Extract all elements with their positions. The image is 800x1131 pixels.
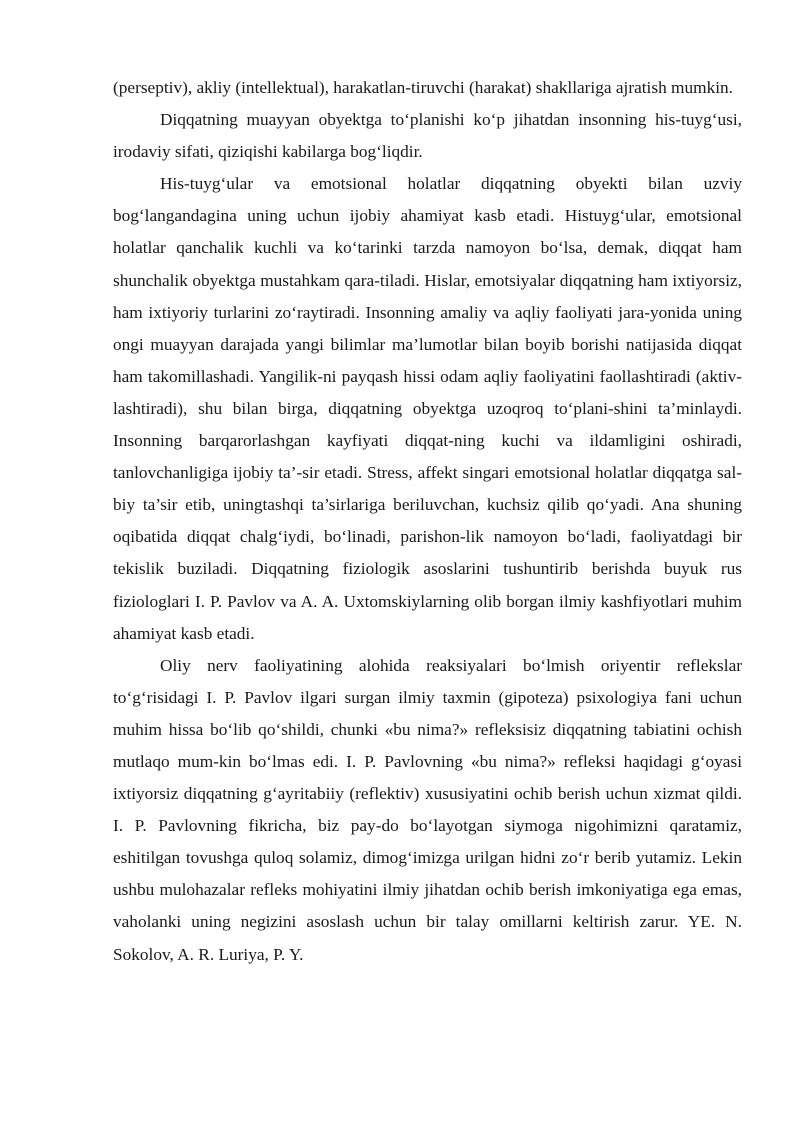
paragraph-3: His-tuyg‘ular va emotsional holatlar diqqatning obyekti bilan uzviy bog‘langandagina uning uchun ijobiy ahamiyat kasb etadi. Histuyg‘ular, emotsional holatlar qanchalik kuchli va ko‘tarinki tarzda namoyon bo‘lsa, demak, diqqat ham shunchalik obyektga mustahkam qara-tiladi. Hislar, emotsiyalar diqqatning ham ixtiyorsiz, ham ixtiyoriy turlarini zo‘raytiradi. Insonning amaliy va aqliy faoliyati jara-yonida uning ongi muayyan darajada yangi bilimlar ma’lumotlar bilan boyib borishi natijasida diqqat ham takomillashadi. Yangilik-ni payqash hissi odam aqliy faoliyatini faollashtiradi (aktiv-lashtiradi), shu bilan birga, diqqatning obyektga uzoqroq to‘plani-shini ta’minlaydi. Insonning barqarorlashgan kayfiyati diqqat-ning kuchi va ildamligini oshiradi, tanlovchanligiga ijobiy ta’-sir etadi. Stress, affekt singari emotsional holatlar diqqatga sal-biy ta’sir etib, uningtashqi ta’sirlariga beriluvchan, kuchsiz qilib qo‘yadi. Ana shuning oqibatida diqqat chalg‘iydi, bo‘linadi, parishon-lik namoyon bo‘ladi, faoliyatdagi bir tekislik buziladi. Diqqatning fiziologik asoslarini tushuntirib berishda buyuk rus fiziologlari I. P. Pavlov va A. A. Uxtomskiylarning olib borgan ilmiy kashfiyotlari muhim ahamiyat kasb etadi. (113, 174, 742, 643)
document-page (113, 72, 742, 971)
paragraph-4: Oliy nerv faoliyatining alohida reaksiyalari bo‘lmish oriyentir reflekslar to‘g‘risidagi I. P. Pavlov ilgari surgan ilmiy taxmin (gipoteza) psixologiya fani uchun muhim hissa bo‘lib qo‘shildi, chunki «bu nima?» refleksisiz diqqatning tabiatini ochish mutlaqo mum-kin bo‘lmas edi. I. P. Pavlovning «bu nima?» refleksi haqidagi g‘oyasi ixtiyorsiz diqqatning g‘ayritabiiy (reflektiv) xususiyatini ochib berish uchun xizmat qildi. I. P. Pavlovning fikricha, biz pay-do bo‘layotgan siymoga nigohimizni qaratamiz, eshitilgan tovushga quloq solamiz, dimog‘imizga urilgan hidni zo‘r berib yutamiz. Lekin ushbu mulohazalar refleks mohiyatini ilmiy jihatdan ochib berish imkoniyatiga ega emas, vaholanki uning negizini asoslash uchun bir talay omillarni keltirish zarur. YE. N. Sokolov, A. R. Luriya, P. Y. (113, 655, 742, 964)
paragraph-1: (perseptiv), akliy (intellektual), harakatlan-tiruvchi (harakat) shakllariga ajratish mumkin. (113, 78, 733, 97)
paragraph-2: Diqqatning muayyan obyektga to‘planishi ko‘p jihatdan insonning his-tuyg‘usi, irodaviy sifati, qiziqishi kabilarga bog‘liqdir. (113, 110, 742, 162)
